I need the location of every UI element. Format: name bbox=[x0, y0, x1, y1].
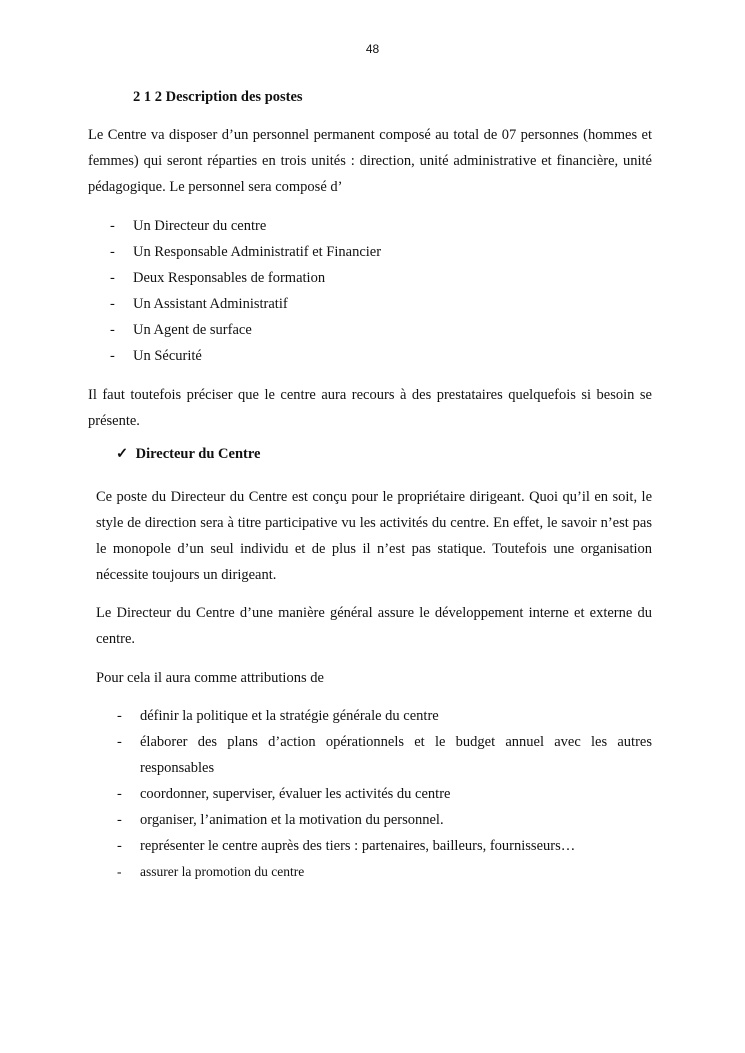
dash-bullet: - bbox=[117, 864, 122, 879]
dash-bullet: - bbox=[117, 812, 122, 828]
attributions-list bbox=[117, 703, 652, 885]
list-item: - élaborer des plans d’action opérationnels et le budget annuel avec les autres responsables bbox=[117, 729, 652, 781]
list-item: - Un Sécurité bbox=[110, 343, 650, 369]
director-paragraph-1: Ce poste du Directeur du Centre est conçu pour le propriétaire dirigeant. Quoi qu’il en soit, le style de direction sera à titre participative vu les activités du centre. En effet, le savoir n’est pas le monopole d’un seul individu et de plus il n’est pas statique. Toutefois une organisation nécessite toujours un dirigeant. bbox=[96, 489, 652, 583]
dash-bullet: - bbox=[110, 348, 115, 364]
dash-bullet: - bbox=[110, 322, 115, 338]
dash-bullet: - bbox=[117, 838, 122, 854]
intro-paragraph: Le Centre va disposer d’un personnel permanent composé au total de 07 personnes (hommes et femmes) qui seront réparties en trois unités : direction, unité administrative et financière, unité pédagogique. Le personnel sera composé d’ bbox=[88, 127, 652, 195]
dash-bullet: - bbox=[110, 244, 115, 260]
attributions-intro: Pour cela il aura comme attributions de bbox=[96, 670, 324, 686]
list-item: - Un Responsable Administratif et Financier bbox=[110, 239, 650, 265]
dash-bullet: - bbox=[117, 734, 122, 750]
director-paragraph-2: Le Directeur du Centre d’une manière général assure le développement interne et externe du centre. bbox=[96, 605, 652, 647]
list-item: - définir la politique et la stratégie générale du centre bbox=[117, 703, 652, 729]
dash-bullet: - bbox=[117, 786, 122, 802]
staff-list bbox=[110, 213, 650, 369]
list-item: - Un Directeur du centre bbox=[110, 213, 650, 239]
checkmark-icon: ✓ bbox=[116, 446, 129, 462]
section-heading: 2 1 2 Description des postes bbox=[133, 89, 303, 105]
contractors-paragraph: Il faut toutefois préciser que le centre aura recours à des prestataires quelquefois si besoin se présente. bbox=[88, 387, 652, 429]
dash-bullet: - bbox=[110, 270, 115, 286]
page-number: 48 bbox=[365, 42, 380, 56]
list-item: - assurer la promotion du centre bbox=[117, 859, 652, 885]
subheading-director: ✓ Directeur du Centre bbox=[116, 446, 261, 462]
dash-bullet: - bbox=[117, 708, 122, 724]
dash-bullet: - bbox=[110, 218, 115, 234]
dash-bullet: - bbox=[110, 296, 115, 312]
list-item: - coordonner, superviser, évaluer les activités du centre bbox=[117, 781, 652, 807]
list-item: - Deux Responsables de formation bbox=[110, 265, 650, 291]
list-item: - Un Assistant Administratif bbox=[110, 291, 650, 317]
list-item: - Un Agent de surface bbox=[110, 317, 650, 343]
list-item: - organiser, l’animation et la motivation du personnel. bbox=[117, 807, 652, 833]
list-item: - représenter le centre auprès des tiers : partenaires, bailleurs, fournisseurs… bbox=[117, 833, 652, 859]
